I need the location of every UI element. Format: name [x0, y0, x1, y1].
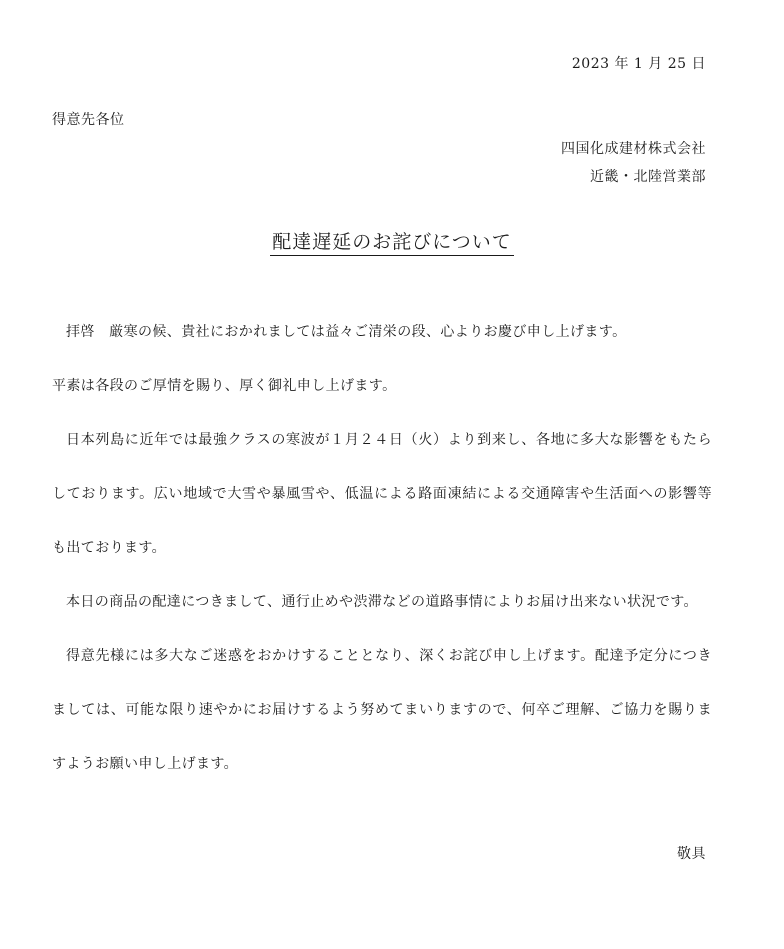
sender-company: 四国化成建材株式会社 — [561, 141, 706, 157]
sender-department: 近畿・北陸営業部 — [590, 169, 706, 185]
paragraph-greeting: 拝啓 厳寒の候、貴社におかれましては益々ご清栄の段、心よりお慶び申し上げます。 — [66, 324, 627, 340]
letter-title-wrapper — [0, 227, 784, 256]
addressee: 得意先各位 — [52, 112, 125, 128]
paragraph-apology: 得意先様には多大なご迷惑をおかけすることとなり、深くお詫び申し上げます。配達予定分につきましては、可能な限り速やかにお届けするよう努めてまいりますので、何卒ご理解、ご協力を賜りますようお願い申し上げます。 — [52, 648, 712, 772]
letter-date: 2023 年 1 月 25 日 — [571, 56, 706, 72]
paragraph-cold-wave: 日本列島に近年では最強クラスの寒波が１月２４日（火）より到来し、各地に多大な影響をもたらしております。広い地域で大雪や暴風雪や、低温による路面凍結による交通障害や生活面への影響等も出ております。 — [52, 432, 712, 556]
sender-block — [561, 135, 706, 191]
letter-body — [52, 305, 712, 791]
paragraph-thanks: 平素は各段のご厚情を賜り、厚く御礼申し上げます。 — [52, 378, 397, 394]
paragraph-delivery-status: 本日の商品の配達につきまして、通行止めや渋滞などの道路事情によりお届け出来ない状況です。 — [66, 594, 698, 610]
letter-title: 配達遅延のお詫びについて — [270, 227, 514, 256]
closing-remark: 敬具 — [677, 846, 706, 862]
